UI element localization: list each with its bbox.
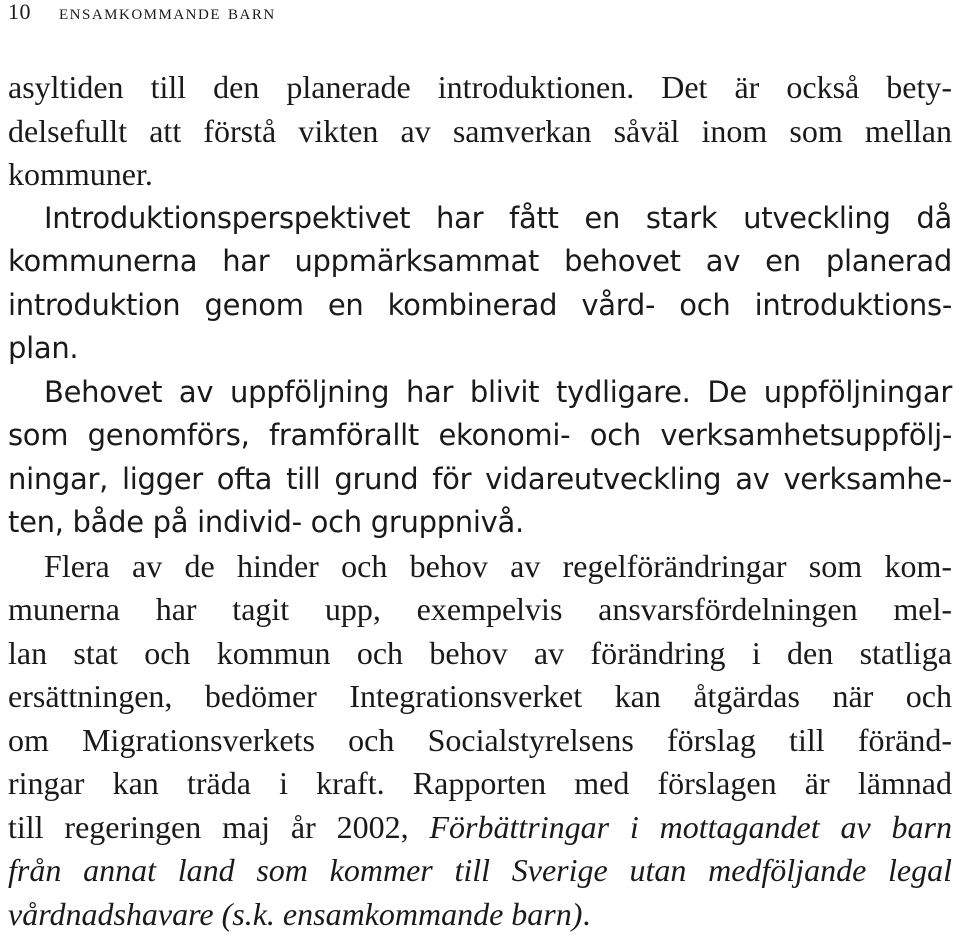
body-lines: [8, 66, 952, 806]
text-line: ringar kan träda i kraft. Rapporten med förslagen är lämnad: [8, 765, 952, 801]
running-title: ensamkommande barn: [59, 0, 276, 24]
text-line: kommunerna har uppmärksammat behovet av en planerad: [8, 244, 952, 278]
publication-title-part-1: Förbättringar i mottagandet av barn: [429, 808, 953, 845]
text-line: Flera av de hinder och behov av regelförändringar som kom-: [44, 547, 952, 584]
text-line: ningar, ligger ofta till grund för vidareutveckling av verksamhe-: [8, 461, 952, 496]
text-line: om Migrationsverkets och Socialstyrelsens förslag till föränd-: [8, 721, 952, 758]
running-head: [8, 0, 276, 24]
text-line-final-3: [8, 893, 952, 937]
publication-title-part-2: från annat land som kommer till Sverige utan medföljande legal: [8, 852, 952, 888]
text-line: introduktion genom en kombinerad vård- och introduktions-: [8, 287, 952, 322]
page-number: 10: [8, 0, 31, 24]
publication-title-part-3: vårdnadshavare (s.k. ensamkommande barn): [8, 895, 583, 932]
text-period: .: [582, 895, 591, 932]
text-line: som genomförs, framförallt ekonomi- och verksamhetsuppfölj-: [8, 418, 952, 452]
text-line: munerna har tagit upp, exempelvis ansvarsfördelningen mel-: [8, 591, 952, 627]
text-line-final-1: [8, 806, 952, 850]
text-plain: till regeringen maj år 2002,: [8, 808, 430, 845]
text-line: delsefullt att förstå vikten av samverkan såväl inom som mellan: [8, 112, 952, 149]
text-line: asyltiden till den planerade introduktionen. Det är också bety-: [8, 69, 952, 105]
text-line: Behovet av uppföljning har blivit tydligare. De uppföljningar: [44, 374, 952, 409]
text-line: lan stat och kommun och behov av förändring i den statliga: [8, 634, 952, 671]
text-line: ten, både på individ- och gruppnivå.: [8, 505, 524, 539]
text-line: Introduktionsperspektivet har fått en stark utveckling då: [44, 200, 952, 235]
text-line: kommuner.: [8, 156, 153, 192]
text-line: ersättningen, bedömer Integrationsverket kan åtgärdas när och: [8, 678, 952, 714]
text-line: plan.: [8, 331, 79, 365]
body-text: [8, 66, 952, 936]
text-line-final-2: [8, 849, 952, 893]
